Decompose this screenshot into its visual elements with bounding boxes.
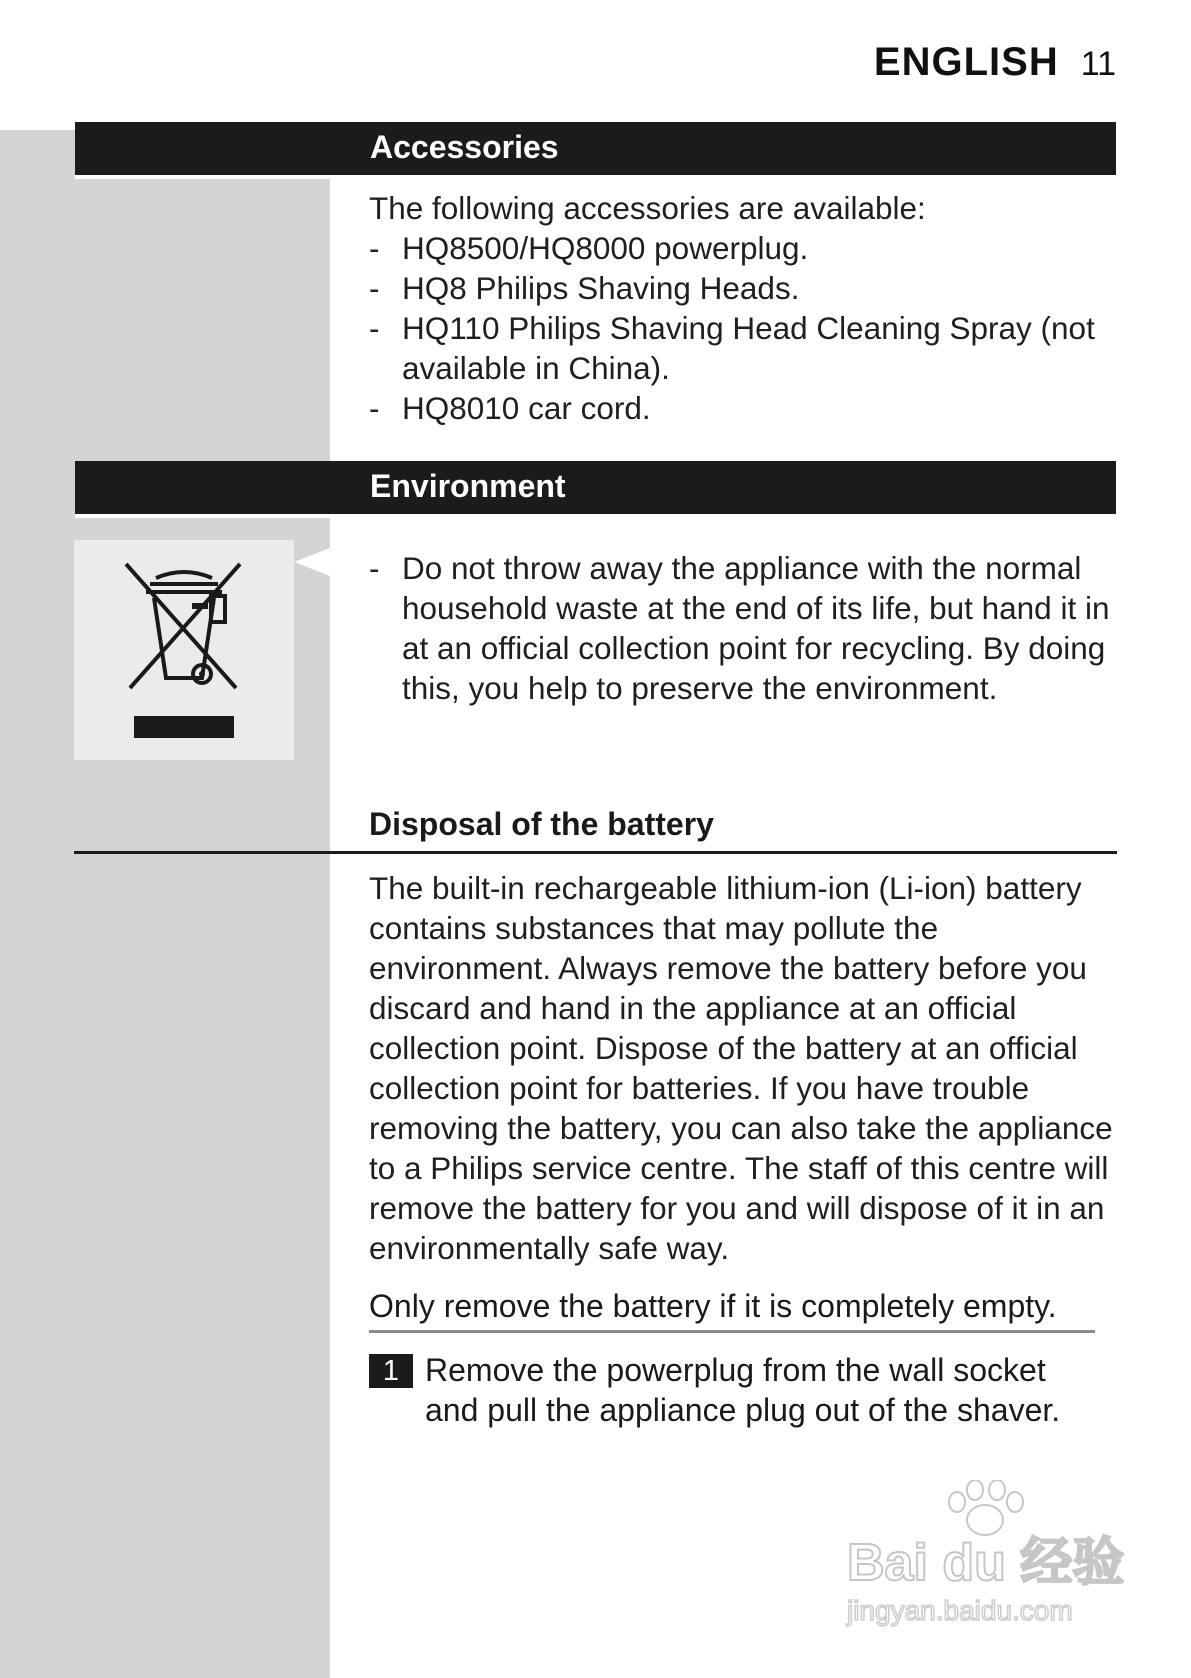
- environment-title: Environment: [370, 468, 566, 504]
- list-item: - Do not throw away the appliance with the normal household waste at the end of its life, but hand it in at an official collection point for recycling. By doing this, you help to preserve the environment.: [369, 548, 1114, 708]
- list-item: - HQ8 Philips Shaving Heads.: [369, 268, 1109, 308]
- section-bar-edge: [75, 175, 330, 179]
- list-item: - HQ8010 car cord.: [369, 388, 1109, 428]
- language-label: ENGLISH: [873, 40, 1059, 84]
- battery-paragraph: The built-in rechargeable lithium-ion (Li-ion) battery contains substances that may pollute the environment. Always remove the battery before you discard and hand in the appliance at an official collection point. Dispose of the battery at an official collection point for batteries. If you have trouble removing the battery, you can also take the appliance to a Philips service centre. The staff of this centre will remove the battery for you and will dispose of it in an environmentally safe way.: [369, 870, 1113, 1266]
- section-bar-edge: [75, 514, 330, 518]
- list-item: - HQ110 Philips Shaving Head Cleaning Spray (not available in China).: [369, 308, 1109, 388]
- weee-symbol-panel: [74, 540, 294, 760]
- page-header: [874, 40, 1116, 85]
- left-margin-column: [0, 130, 330, 1678]
- accessories-body: [369, 188, 1109, 428]
- environment-section-bar: [75, 461, 1116, 514]
- watermark-brand: Bai du 经验: [847, 1534, 1125, 1592]
- accessories-list: [369, 228, 1109, 428]
- step-text: Remove the powerplug from the wall socket and pull the appliance plug out of the shaver.: [425, 1352, 1061, 1428]
- environment-body: [369, 548, 1114, 708]
- subheading-rule: [74, 851, 1117, 854]
- crossed-out-wheelie-bin-icon: [74, 540, 294, 760]
- callout-pointer: [294, 548, 330, 576]
- battery-disposal-title: Disposal of the battery: [369, 806, 714, 842]
- accessories-intro: The following accessories are available:: [369, 190, 926, 226]
- watermark-url: jingyan.baidu.com: [847, 1595, 1073, 1626]
- accessories-section-bar: [75, 122, 1116, 175]
- accessories-title: Accessories: [370, 129, 559, 165]
- warning-rule: [369, 1330, 1095, 1333]
- paw-logo-icon: [845, 1480, 1125, 1630]
- page-number: 11: [1080, 45, 1116, 83]
- environment-list: [369, 548, 1114, 708]
- step-item: [369, 1350, 1085, 1430]
- baidu-watermark: [845, 1480, 1125, 1630]
- battery-warning: Only remove the battery if it is completely empty.: [369, 1288, 1057, 1324]
- list-item: - HQ8500/HQ8000 powerplug.: [369, 228, 1109, 268]
- step-number-badge: 1: [369, 1354, 413, 1388]
